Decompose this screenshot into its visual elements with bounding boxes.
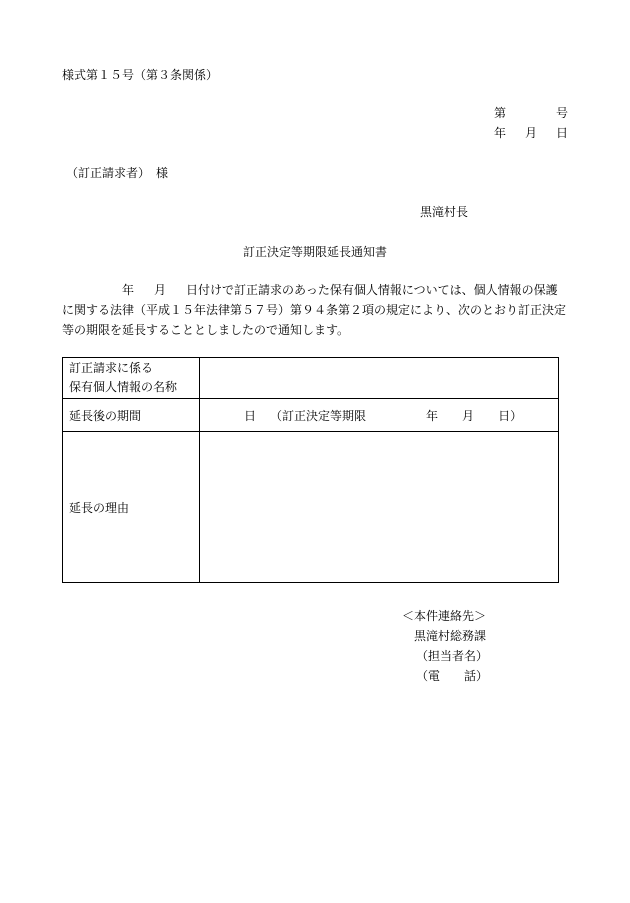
body-year: 年 [122, 283, 135, 297]
period-day: 日 [244, 408, 257, 423]
document-date-line [494, 124, 568, 141]
info-name-label-line2: 保有個人情報の名称 [69, 380, 178, 394]
body-month: 月 [154, 283, 167, 297]
extended-period-value [200, 399, 559, 432]
date-day: 日 [555, 126, 568, 140]
date-month: 月 [524, 126, 537, 140]
date-year: 年 [494, 126, 507, 140]
number-prefix: 第 [494, 106, 507, 120]
info-name-value [200, 358, 559, 399]
contact-department: 黒滝村総務課 [414, 629, 487, 643]
extension-reason-label: 延長の理由 [63, 432, 200, 583]
issuer: 黒滝村長 [420, 205, 469, 219]
deadline-year: 年 [426, 408, 439, 423]
info-name-label-line1: 訂正請求に係る [69, 361, 154, 375]
info-table [62, 357, 559, 583]
number-suffix: 号 [555, 106, 568, 120]
body-paragraph [62, 280, 568, 340]
extended-period-label: 延長後の期間 [63, 399, 200, 432]
document-number-line [494, 104, 568, 121]
document-title: 訂正決定等期限延長通知書 [242, 245, 387, 259]
deadline-open: （訂正決定等期限 [270, 408, 367, 423]
contact-phone: （電 話） [416, 669, 489, 683]
form-id: 様式第１５号（第３条関係） [62, 68, 219, 82]
deadline-month: 月 [462, 408, 475, 423]
table-row [63, 399, 559, 432]
extension-reason-value [200, 432, 559, 583]
contact-heading: ＜本件連絡先＞ [402, 609, 487, 623]
deadline-day: 日） [498, 408, 523, 423]
recipient: （訂正請求者） 様 [66, 166, 169, 180]
contact-block [402, 606, 488, 686]
body-text: 日付けで訂正請求のあった保有個人情報については、個人情報の保護に関する法律（平成１５年法律第５７号）第９４条第２項の規定により、次のとおり訂正決定等の期限を延長することとしましたので通知します。 [62, 283, 567, 337]
table-row [63, 432, 559, 583]
table-row [63, 358, 559, 399]
contact-person: （担当者名） [416, 649, 489, 663]
info-name-label [63, 358, 200, 399]
